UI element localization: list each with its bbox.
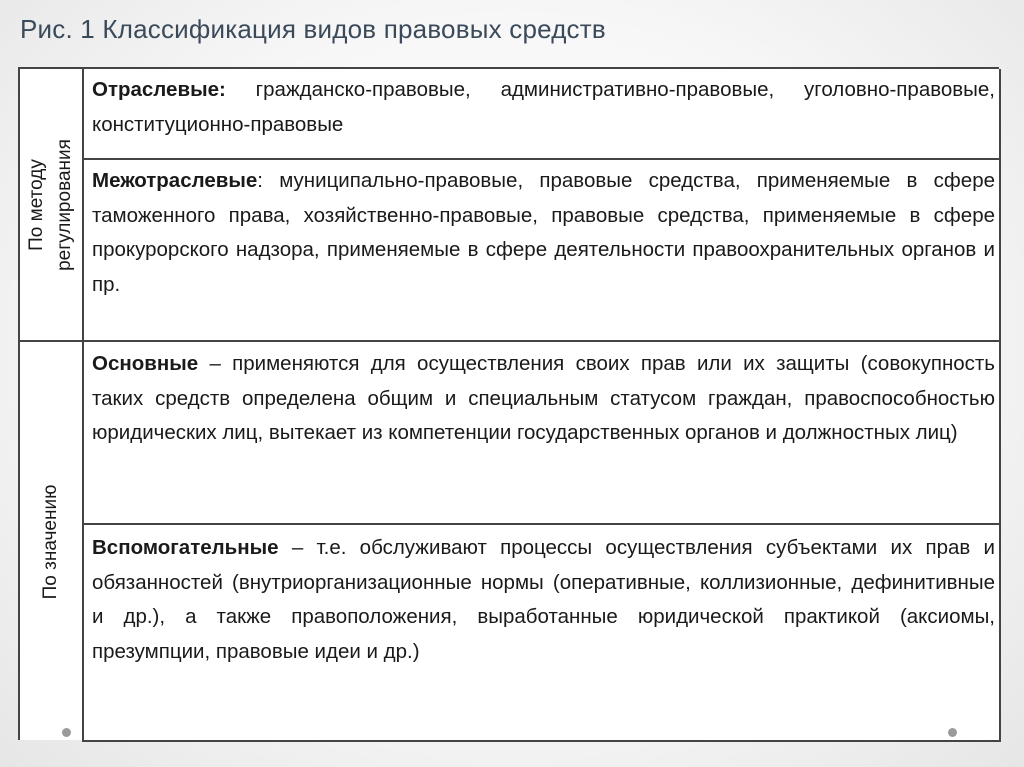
corner-dot-right bbox=[948, 728, 957, 737]
row-sectoral bbox=[84, 69, 1001, 160]
text-sectoral: гражданско-правовые, административно-правовые, уголовно-правовые, конституционно-правовые bbox=[92, 78, 995, 136]
group-label-cell-method bbox=[20, 69, 84, 342]
text-intersectoral: : муниципально-правовые, правовые средства, применяемые в сфере таможенного права, хозяйственно-правовые, правовые средства, применяемые в сфере прокурорского надзора, применяемые в сфере деятельности правоохранительных органов и пр. bbox=[92, 169, 995, 296]
term-basic: Основные bbox=[92, 352, 199, 375]
classification-table bbox=[18, 67, 999, 740]
group-label-significance: По значению bbox=[40, 484, 61, 600]
term-sectoral: Отраслевые: bbox=[92, 78, 226, 101]
term-auxiliary: Вспомогательные bbox=[92, 536, 279, 559]
row-auxiliary bbox=[84, 525, 1001, 742]
text-basic: – применяются для осуществления своих прав или их защиты (совокупность таких средств определена общим и специальным статусом граждан, правоспособностью юридических лиц, вытекает из компетенции государственных органов и должностных лиц) bbox=[92, 352, 995, 444]
group-label-cell-significance bbox=[20, 342, 84, 742]
group-label-method: По методу регулирования bbox=[26, 138, 75, 271]
corner-dot-left bbox=[62, 728, 71, 737]
term-intersectoral: Межотраслевые bbox=[92, 169, 258, 192]
figure-title: Рис. 1 Классификация видов правовых средств bbox=[20, 14, 606, 44]
text-auxiliary: – т.е. обслуживают процессы осуществления субъектами их прав и обязанностей (внутриорганизационные нормы (оперативные, коллизионные, дефинитивные и др.), а также правоположения, выработанные юридической практикой (аксиомы, презумпции, правовые идеи и др.) bbox=[92, 536, 995, 663]
row-basic bbox=[84, 342, 1001, 525]
row-intersectoral bbox=[84, 160, 1001, 342]
